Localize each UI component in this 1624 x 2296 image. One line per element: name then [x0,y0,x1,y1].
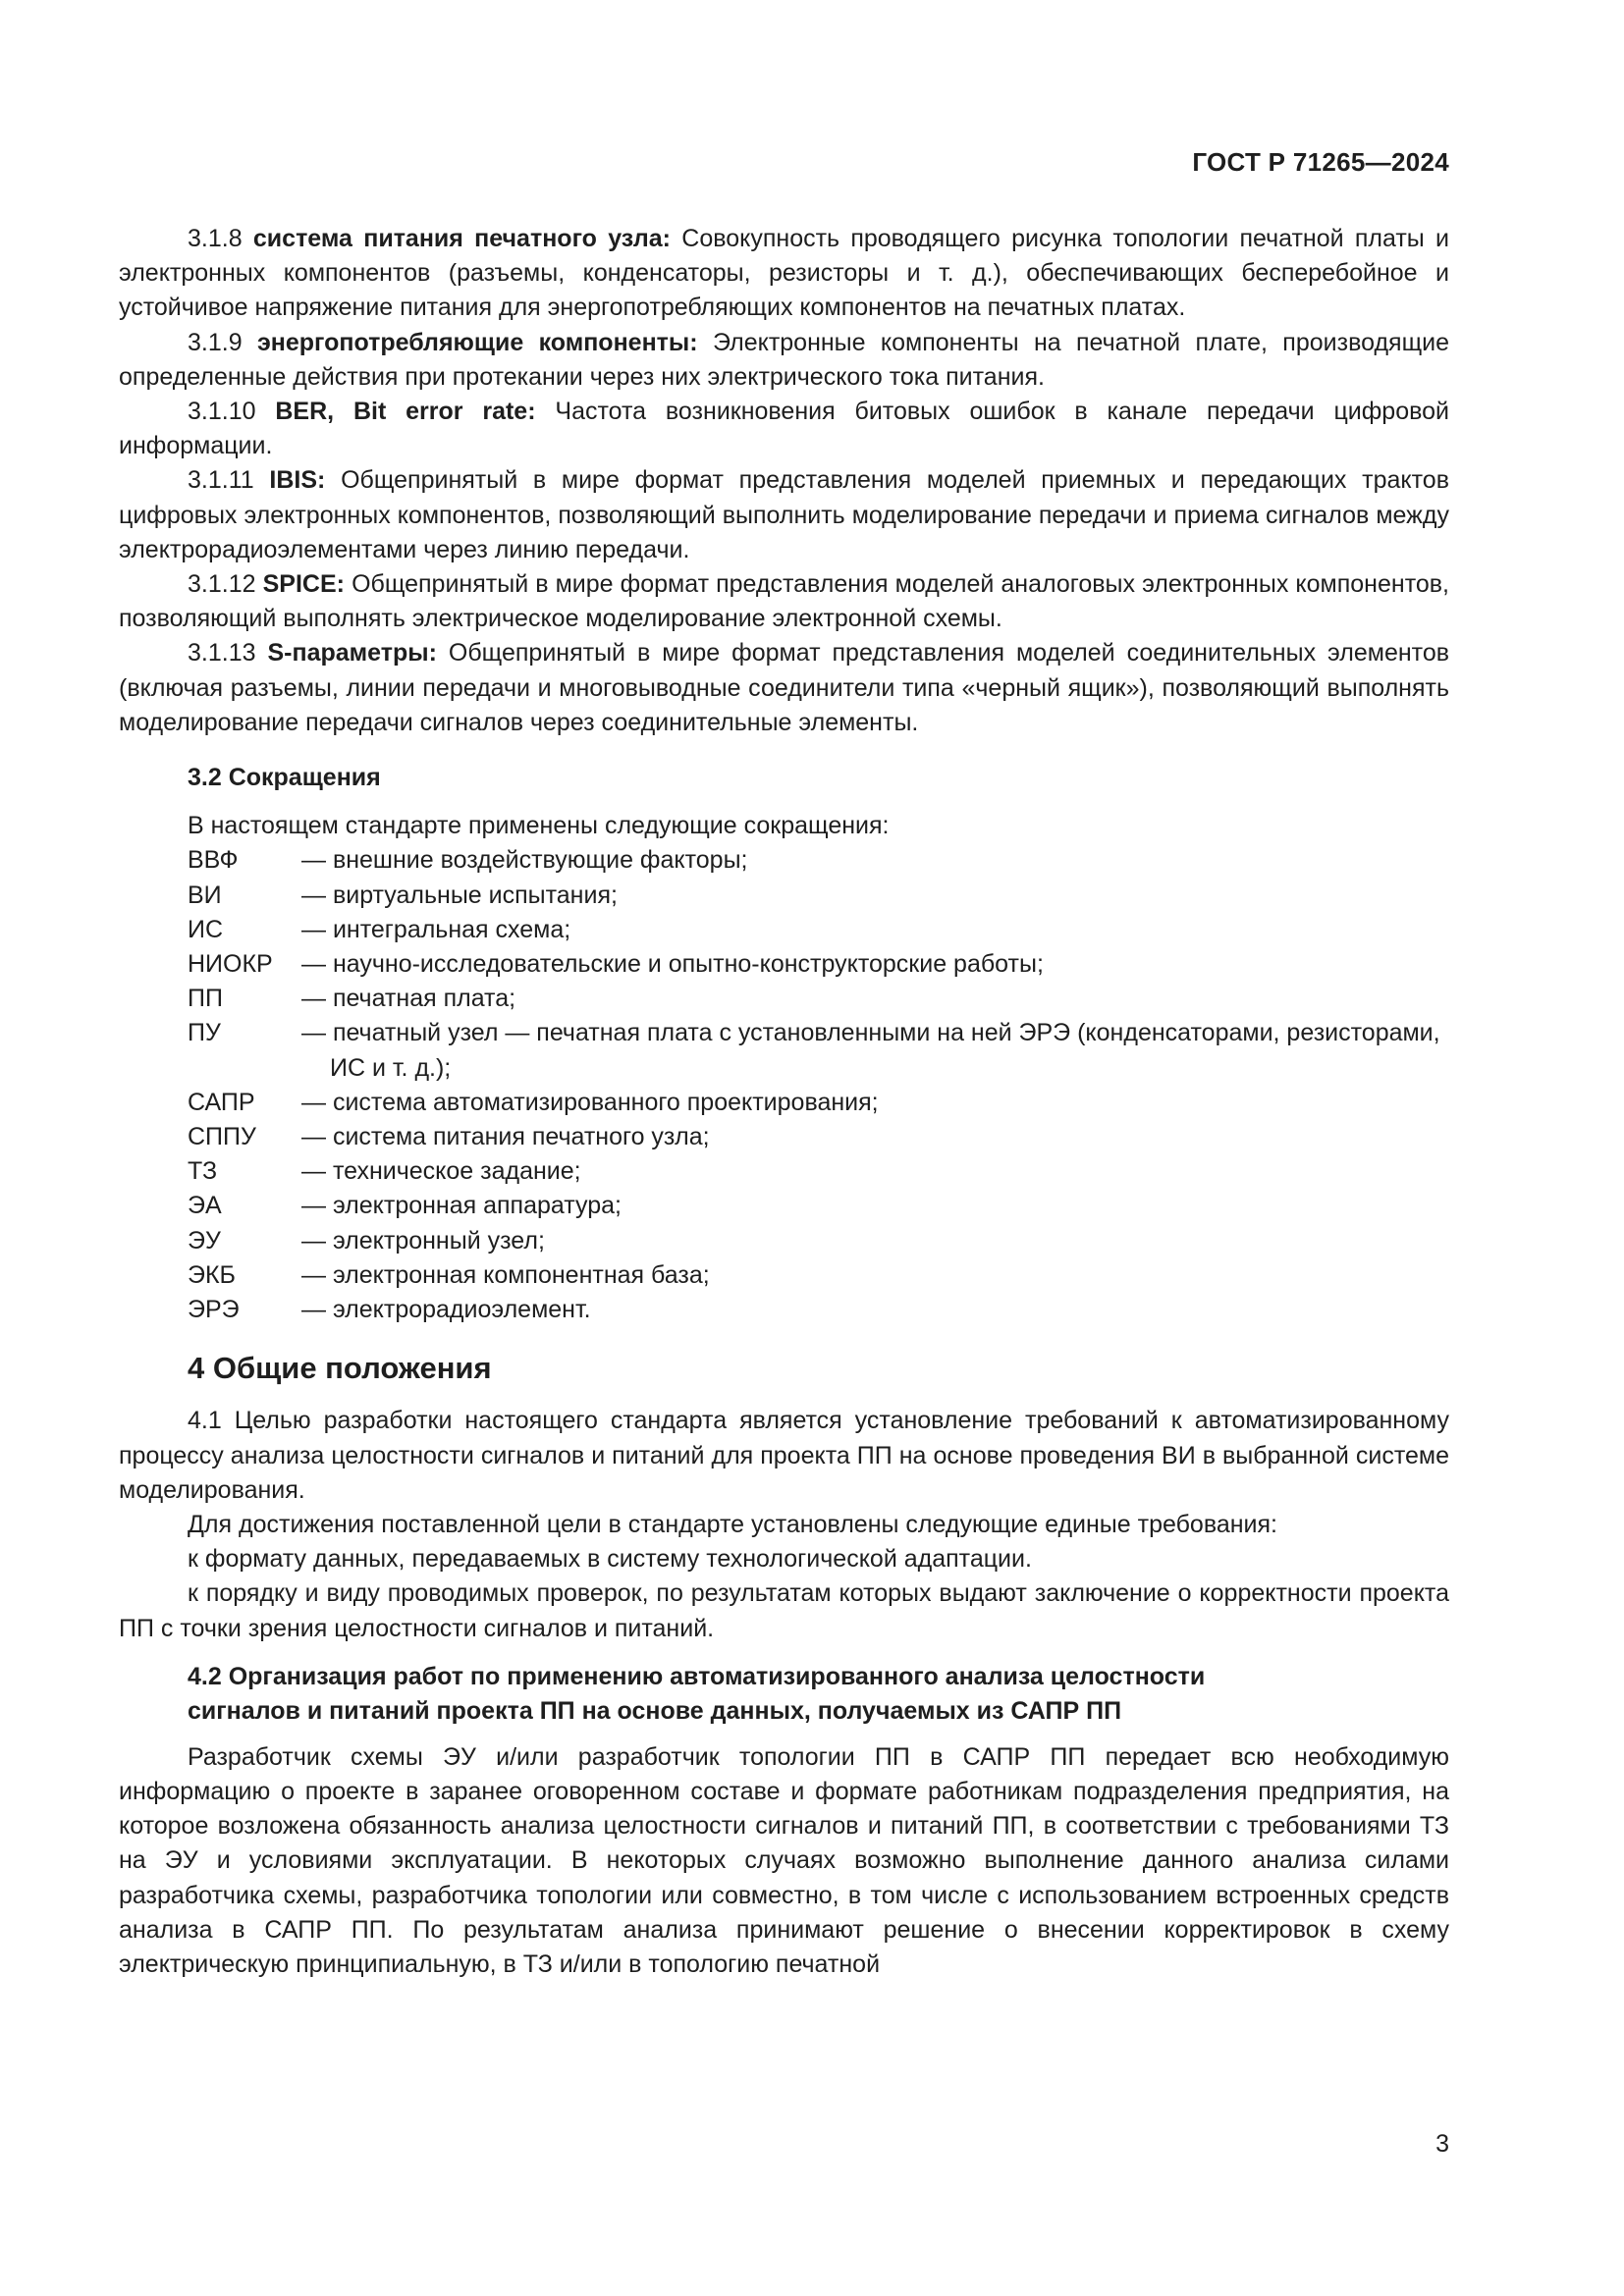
abbreviation-row [188,1120,1449,1154]
abbreviation-value: — электрорадиоэлемент. [301,1296,591,1324]
abbreviation-row [188,1016,1449,1085]
term-definition [119,222,1449,326]
abbreviation-key: ВВФ [188,846,239,875]
term-number: 3.1.11 [188,466,254,495]
abbreviation-key: САПР [188,1088,255,1116]
section-heading-4-2-line2: сигналов и питаний проекта ПП на основе данных, получаемых из САПР ПП [188,1696,1122,1725]
abbreviation-key: ПУ [188,1019,221,1047]
abbreviation-row [188,1224,1449,1258]
abbreviation-value: — электронная аппаратура; [301,1192,622,1220]
abbreviation-row [188,1293,1449,1327]
term-text: Электронные компоненты на печатной плате, производящие определенные действия при протекании через них электрического тока питания. [119,328,1450,391]
term-name: BER, Bit error rate: [275,398,536,426]
paragraph-requirement-checks: к порядку и виду проводимых проверок, по результатам которых выдают заключение о корректности проекта ПП с точки зрения целостности сигналов и питаний. [119,1579,1449,1642]
abbreviation-value: — научно-исследовательские и опытно-конструкторские работы; [301,950,1044,979]
abbreviation-key: СППУ [188,1123,256,1151]
term-text: Частота возникновения битовых ошибок в канале передачи цифровой информации. [119,398,1449,460]
term-text: Общепринятый в мире формат представления моделей приемных и передающих трактов цифровых электронных компонентов, позволяющий выполнить моделирование передачи и приема сигналов между электрорадиоэлементами через линию передачи. [119,466,1449,563]
term-name: IBIS: [269,466,326,495]
term-number: 3.1.12 [188,570,256,599]
term-number: 3.1.10 [188,398,256,426]
section-heading-abbreviations: 3.2 Сокращения [188,764,381,792]
abbreviation-key: ЭУ [188,1226,221,1255]
abbreviation-row [188,982,1449,1016]
paragraph-4-2-body: Разработчик схемы ЭУ и/или разработчик топологии ПП в САПР ПП передает всю необходимую информацию о проекте в заранее оговоренном составе и формате работникам подразделения предприятия, на которое возложена обязанность анализа целостности сигналов и питаний ПП, в соответствии с требованиями ТЗ на ЭУ и условиями эксплуатации. В некоторых случаях возможно выполнение данного анализа силами разработчика схемы, разработчика топологии или совместно, в том числе с использованием встроенных средств анализа в САПР ПП. По результатам анализа принимают решение о внесении корректировок в схему электрическую принципиальную, в ТЗ и/или в топологию печатной [119,1742,1449,1978]
abbreviation-value: — электронная компонентная база; [301,1260,710,1289]
term-number: 3.1.9 [188,328,243,356]
abbreviation-value: — интегральная схема; [301,915,571,943]
abbreviation-value: — печатная плата; [301,985,516,1013]
abbreviation-value: — система питания печатного узла; [301,1123,710,1151]
paragraph-goal: Для достижения поставленной цели в стандарте установлены следующие единые требования: [188,1510,1277,1538]
term-definition [119,326,1449,395]
term-definition [119,395,1449,463]
section-heading-4-2-line1: 4.2 Организация работ по применению автоматизированного анализа целостности [188,1662,1206,1690]
abbreviation-row [188,1154,1449,1189]
paragraph-requirement-format: к формату данных, передаваемых в систему технологической адаптации. [188,1545,1032,1574]
abbreviation-row [188,879,1449,913]
abbreviation-value: — печатный узел — печатная плата с установленными на ней ЭРЭ (конденсаторами, резисторами, ИС и т. д.); [301,1019,1440,1082]
abbreviation-key: ВИ [188,881,222,909]
section-heading-4-2 [188,1660,1449,1729]
term-text: Совокупность проводящего рисунка топологии печатной платы и электронных компонентов (разъемы, конденсаторы, резисторы и т. д.), обеспечивающих бесперебойное и устойчивое напряжение питания для энергопотребляющих компонентов на печатных платах. [119,225,1449,322]
abbreviation-row [188,1258,1449,1293]
abbreviation-key: ЭА [188,1192,222,1220]
term-definition [119,636,1449,740]
term-text: Общепринятый в мире формат представления моделей аналоговых электронных компонентов, позволяющий выполнять электрическое моделирование электронной схемы. [119,570,1449,633]
paragraph-4-1: 4.1 Целью разработки настоящего стандарта является установление требований к автоматизированному процессу анализа целостности сигналов и питаний для проекта ПП на основе проведения ВИ в выбранной системе моделирования. [119,1407,1449,1504]
abbreviation-key: ЭРЭ [188,1296,240,1324]
document-code: ГОСТ Р 71265—2024 [1192,147,1449,177]
abbreviation-row [188,1086,1449,1120]
term-name: система питания печатного узла: [252,225,671,252]
section-heading-general: 4 Общие положения [188,1351,492,1386]
abbreviations-intro: В настоящем стандарте применены следующие сокращения: [188,812,890,840]
term-name: S-параметры: [267,639,437,667]
abbreviation-value: — техническое задание; [301,1157,581,1186]
term-definition [119,567,1449,636]
term-name: SPICE: [262,570,345,599]
abbreviation-value: — система автоматизированного проектирования; [301,1088,879,1116]
abbreviation-key: ИС [188,915,224,943]
abbreviation-value: — электронный узел; [301,1226,545,1255]
term-definition [119,463,1449,567]
abbreviation-row [188,913,1449,947]
term-number: 3.1.13 [188,639,256,667]
abbreviation-row [188,1189,1449,1223]
abbreviation-key: ЭКБ [188,1260,236,1289]
abbreviation-row [188,843,1449,878]
term-text: Общепринятый в мире формат представления моделей соединительных элементов (включая разъемы, линии передачи и многовыводные соединители типа «черный ящик»), позволяющий выполнять моделирование передачи сигналов через соединительные элементы. [119,639,1450,736]
abbreviation-value: — внешние воздействующие факторы; [301,846,748,875]
term-name: энергопотребляющие компоненты: [256,328,698,356]
abbreviation-key: НИОКР [188,950,273,979]
term-number: 3.1.8 [188,225,243,252]
abbreviation-value: — виртуальные испытания; [301,881,618,909]
page-number: 3 [1435,2130,1449,2158]
abbreviations-list [188,843,1449,1327]
abbreviation-key: ПП [188,985,223,1013]
abbreviation-key: ТЗ [188,1157,218,1186]
page-content [119,222,1449,1982]
abbreviation-row [188,947,1449,982]
